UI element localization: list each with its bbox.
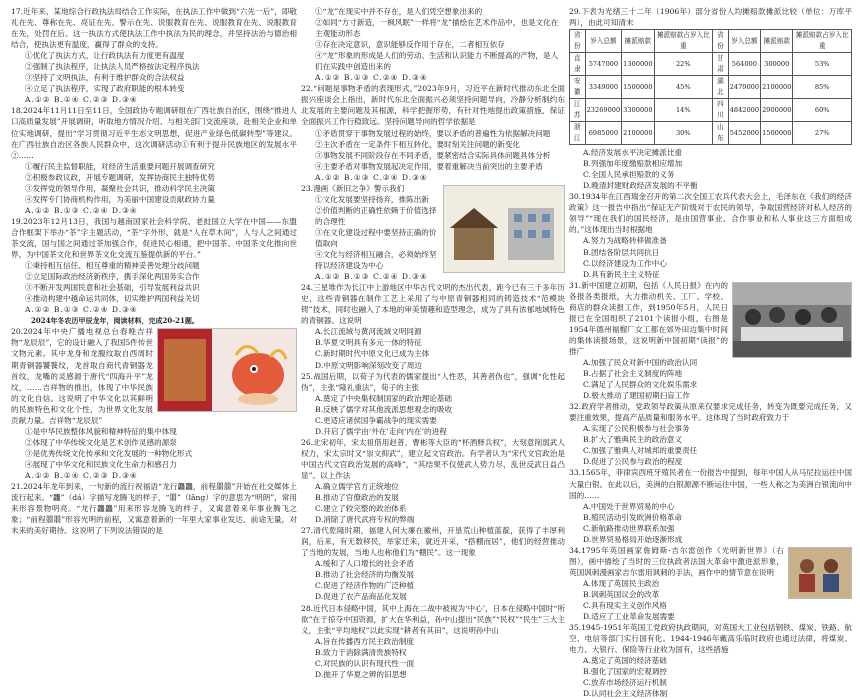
option: B.占据了社会主义制度的阵地 xyxy=(583,369,683,379)
table-cell: 浙江 xyxy=(570,122,586,145)
option: B.扩大了雅典民主的政治意义 xyxy=(583,435,683,445)
option: B.推动了社会经济的均衡发展 xyxy=(315,570,415,580)
option: A.长江流域与黄河流域文明同源 xyxy=(315,327,422,337)
table-header: 摊派赔款占岁入比重 xyxy=(654,30,713,53)
question-17-stem: 17.近年来，某地综合行政执法局结合工作实际，在执法工作中做到“六先一后”，即敬礼在先、尊称在先、亮证在先、警示在先、说服教育在先、说服教育在先、说服教育在先，处罚在后。这一执法方式使执法工作中执法为民的理念，并坚持法治与德治相结合，使执法更有温度，赢得了群众的支持。 xyxy=(11,7,297,50)
option: ③发挥党的领导作用，凝聚社会共识，推动科学民主决策 xyxy=(25,183,215,193)
question-32-stem: 32.政府学者推动，党政领导政策从原来仅要求完成任务，转变为既要完成任务，又要注重效果，提高产品质量和服务水平。这体现了当时政府致力于 xyxy=(569,402,852,423)
question-35-stem: 35.1945-1951年英国工党政府执政期间，对英国大工业包括钢铁、煤炭、铁路、航空、电信等部门实行国有化。1944-1946年戴高乐临时政府也通过法律，将煤炭、电力、大银行、保险等行业收为国有，这些措施 xyxy=(569,623,852,655)
column-2 xyxy=(301,6,565,680)
option: ①秉持相互信任、相互尊重的精神妥善处理分歧问题 xyxy=(25,261,200,271)
option: A.经济发展水平决定摊派比重 xyxy=(583,148,683,158)
question-28-stem: 28.近代日本侵略中国，其中上海在二战中被视为‘中心’，日本在侵略中国时“所欲”在于掠夺中国资源，扩大在华利益，孙中山提出“民族”“民权”“民生”三大主义，主张“平均地权”以此实现“耕者有其田”，这说明孙中山 xyxy=(301,603,565,635)
table-row xyxy=(570,53,852,76)
table-cell: 6985000 xyxy=(585,122,622,145)
question-18-stem: 18.2024年11月11日至11日，全国政协专题调研组在广西壮族自治区，围绕“推进人口高质量发展”开展调研，听取地方情况介绍、与相关部门交流座谈、赴相关企业和单位实地调研，提出“学习贯彻习近平生态文明思想，促进产业绿色低碳转型”等建议。在广西壮族自治区各族人民群众中，这次调研活动①有利于提升民族地区的发展水平②…… xyxy=(11,106,297,160)
table-cell: 30% xyxy=(654,122,713,145)
table-cell: 安徽 xyxy=(570,76,586,99)
answer-choices: A.①② B.①③ C.②④ D.③④ xyxy=(25,305,138,315)
option: A.缓和了人口增长的社会矛盾 xyxy=(315,559,415,569)
option: C.新时期时代中原文化已成为主体 xyxy=(315,349,430,359)
answer-choices: A.①② B.①③ C.②④ D.③④ xyxy=(315,73,428,83)
option: B.反映了儒学对其他流派思想观念的吸收 xyxy=(315,404,453,414)
column-3 xyxy=(569,6,852,699)
option: B.讽刺英国议会的改革 xyxy=(583,589,660,599)
option: ①是中华民族整体风貌和精神特征的集中体现 xyxy=(25,426,177,436)
question-29-stem: 29.下表为光绪三十二年（1906年）部分省份人均摊赔款摊派比较（单位：万库平两），由此可知清末 xyxy=(569,7,852,28)
option: D.晚清封建财政经济发展的不平衡 xyxy=(583,181,698,191)
table-row xyxy=(570,122,852,145)
option: ①矛盾贯穿于事物发展过程的始终，要以矛盾的普遍性为依据解决问题 xyxy=(315,128,551,138)
option: A.体现了英国民主政治 xyxy=(583,578,660,588)
question-34-stem: 34.1795年英国画家詹姆斯·吉尔雷创作《光明新世界》（右图），画中描绘了当时的三位执政者法国大革命中激进派形象，英国讽刺漫画家吉尔雷用讽刺的手法，画作中的情节意在说明 xyxy=(569,545,784,577)
option: ③是优秀传统文化传承和文化发展的一种物化形式 xyxy=(25,448,193,458)
option: C.加强了雅典人对城邦的重要责任 xyxy=(583,446,698,456)
question-25-stem: 25.战国后期，以荀子为代表的儒家提出“人性恶，其善者伪也”，强调“化性起伪”，主张“隆礼重法”，荀子的主张 xyxy=(301,371,565,392)
table-cell: 2479000 xyxy=(728,76,760,99)
table-header: 岁入总额 xyxy=(728,30,760,53)
table-header: 岁入总额 xyxy=(585,30,622,53)
option: D.具有新民主主义特征 xyxy=(583,269,660,279)
option: D.适应了工业革命发展需要 xyxy=(583,612,675,622)
table-cell: 2100000 xyxy=(761,76,793,99)
option: ②积极参政议政，开展专题调研，发挥协商民主独特优势 xyxy=(25,172,215,182)
table-cell: 23269000 xyxy=(585,99,622,122)
table-row xyxy=(570,76,852,99)
option: B.推动了官僚政治的发展 xyxy=(315,493,399,503)
answer-choices: A.①② B.①④ C.②③ D.③④ xyxy=(25,470,138,480)
option: ①履行民主监督职能，对经济生活重要问题开展调查研究 xyxy=(25,161,215,171)
option: A.努力为战略转移做准备 xyxy=(583,236,667,246)
table-cell: 14% xyxy=(654,99,713,122)
question-30-stem: 30.1934年在江西瑞金召开的第二次全国工农兵代表大会上，毛泽东在《我们的经济政策》这一报告中指出“保证无产阶级对于农民的领导，争取国营经济对私人经济的领导”“现在我们的国民经济，是由国营事业、合作事业和私人事业这三方面组成的。”这体现出当时根据地 xyxy=(569,192,852,235)
satire-painting xyxy=(788,547,852,599)
option: ④发挥专门协商机构作用，为美丽中国建设贡献政协力量 xyxy=(25,194,215,204)
option: D.中原文明影响深刻改变了周边 xyxy=(315,360,422,370)
option: A.加强了民众对新中国的政治认同 xyxy=(583,357,698,367)
table-header: 摊派赔款 xyxy=(622,30,654,53)
option: ②强制了执法程序，让执法人员严格按法定程序执法 xyxy=(25,62,200,72)
option: D.认同社会主义经济体制 xyxy=(583,689,668,699)
table-cell: 1300000 xyxy=(622,53,654,76)
question-19-stem: 19.2023年12月13日，我国与越南国家社会科学院、老挝国立大学在中国——东盟合作框架下举办“茶”字主题活动，“茶”字外形，就是“人在草木间”，人与人之间通过茶交流，国与国之间通过茶加强合作，促进民心相通，把中国茶、中国茶文化推向世界，为中国茶文化和世界茶文化交流互鉴提供新的平台。” xyxy=(11,216,297,260)
option: ④立足了执法程序，实现了政府职能的根本转变 xyxy=(25,84,185,94)
option: ③在文化建设过程中要坚持正确的价值取向 xyxy=(315,227,437,248)
option: ④展现了中华文化和民族文化生命力和感召力 xyxy=(25,459,177,469)
table-cell: 53% xyxy=(793,53,852,76)
option: ②如同“方寸新造，一枫风眠”一样将“龙”描绘在艺术作品中，也是文化在主观能动形态 xyxy=(315,18,559,39)
section-hint: 2024年冬农历甲辰龙年，阅读材料，完成20-21题。 xyxy=(31,316,199,326)
table-cell: 27% xyxy=(793,122,852,145)
table-header: 省份 xyxy=(713,30,729,53)
question-21-stem: 21.2024年龙年到来，一句新的流行祝福语“龙行龘龘，前程朤朤”开始在社交媒体上流行起来。“龘”（dá）字描写龙腾飞的样子，“朤”（lǎng）字的意思为“明朗”，常用来形容景物明亮。“龙行龘龘”用来形容龙腾飞的样子，又寓意着来年事业腾飞之象；“前程朤朤”形容光明的前程，又寓意着新的一年里大家事业发达、前途无量，对未来的美好期待。这说明了下列说法错误的是 xyxy=(11,482,297,536)
table-header: 省份 xyxy=(570,30,586,53)
option: ④“龙”形象的形成是人们的劳动、生活和认识能力不断提高的产物，是人们在实践中创造出来的 xyxy=(315,51,559,72)
table-cell: 564000 xyxy=(728,53,760,76)
option: ②立足国际政治经济新秩序，携手深化两国务实合作 xyxy=(25,272,200,282)
option: ③存在决定意识，意识能够反作用于存在，二者相互依存 xyxy=(315,40,505,50)
option: A.中国处于世界贸易的中心 xyxy=(583,501,675,511)
table-cell: 22% xyxy=(654,53,713,76)
option: B.团结各阶层共同抗日 xyxy=(583,247,660,257)
option: ①“龙”在现实中并不存在，是人们凭空想象出来的 xyxy=(315,7,483,16)
question-27-stem: 27.清代乾隆时期，福建人何大廉在徽州，开垦荒山种植蓝靛，获得了丰厚利润，后来，有无数移民，举家迁来，就近开采，“搭棚而居”，他们的经营推动了当地的发展，当地人也称他们为“棚民”。这一现象 xyxy=(301,526,565,558)
table-header: 摊派赔款 xyxy=(761,30,793,53)
option: ②价值判断的正确性依赖于价值选择的合理性 xyxy=(315,205,437,226)
option: A.确立儒学官方正统地位 xyxy=(315,482,399,492)
table-cell: 2100000 xyxy=(622,122,654,145)
option: B.列强加年度缴赔款相应增加 xyxy=(583,159,683,169)
option: C.以经济建设为工作中心 xyxy=(583,258,667,268)
option: A.实现了公民积极参与社会事务 xyxy=(583,424,690,434)
option: D.极大推动了建国初期扫盲工作 xyxy=(583,391,690,401)
option: A.旨在传播西方民主政治制度 xyxy=(315,636,415,646)
option: C.建立了较完整的政治体系 xyxy=(315,504,407,514)
table-cell: 5747000 xyxy=(585,53,622,76)
table-cell: 四川 xyxy=(713,99,729,122)
option: ②主次矛盾在一定条件下相互转化，要时刻关注问题的新变化 xyxy=(315,139,521,149)
option: D.开启了儒学由‘外在’走向‘内在’的进程 xyxy=(315,426,447,436)
question-23-stem: 23.漫画《新旧之争》警示我们 xyxy=(301,183,405,193)
table-row xyxy=(570,99,852,122)
question-26-stem: 26.北宋初年，宋太祖借用赵普、曹彬等大臣的“杯酒释兵权”，大刻意削弱武人权力，宋太宗时又“崇文抑武”，建立起文官政治。有学者认为“宋代文官政治是中国古代文官政治发展的高峰”，“其结果不仅使武人势力尽，乱世反武日益凸显”。以上作法 xyxy=(301,437,565,480)
table-cell: 85% xyxy=(793,76,852,99)
option: B.殖民活动引发欧洲价格革命 xyxy=(583,512,683,522)
question-33-stem: 33.1565年，菲律宾西班牙殖民者在一份报告中提到，每年中国人从马尼拉运往中国大量白银。在此以后，美洲的白银源源不断运往中国，一些人称之为美洲白银流向中国的…… xyxy=(569,468,852,500)
option: C.促进了经济作物的广泛种植 xyxy=(315,581,415,591)
option: ①优化了执法方式，让行政执法有力度更有温度 xyxy=(25,51,185,61)
table-cell: 甘肃 xyxy=(713,53,729,76)
option: C.更适应诸侯国争霸战争的现实需要 xyxy=(315,415,437,425)
option: ②体现了中华传统文化是艺术创作灵感的源泉 xyxy=(25,437,177,447)
option: ③事物发展不同阶段存在不同矛盾，要紧密结合实际具体问题具体分析 xyxy=(315,150,551,160)
table-cell: 4842000 xyxy=(728,99,760,122)
option: ④主要矛盾对事物发展起决定作用，要着重解决当前突出的主要矛盾 xyxy=(315,161,543,171)
option: D.抛开了华夏之辨的旧思想 xyxy=(315,669,407,679)
question-22-stem: 22.“问题是事物矛盾的表现形式。”2023年9月，习近平在新时代推动东北全面振兴座谈会上指出，新时代东北全面振兴必须坚持问题导向，冷静分析制约东北发展的主要问题及其根源，科学把握形势，有针对性地提出政策措施，保证全面振兴工作行稳致远。坚持问题导向的哲学依据是 xyxy=(301,84,565,127)
table-cell: 2900000 xyxy=(761,99,793,122)
table-cell: 江苏 xyxy=(570,99,586,122)
option: ③坚持了文明执法，有利于维护群众的合法权益 xyxy=(25,73,185,83)
option: B.华夏文明具有多元一体的特征 xyxy=(315,338,422,348)
answer-choices: A.①② B.①③ C.②④ D.③④ xyxy=(25,205,138,215)
question-31-stem: 31.新中国建立初期，包括《人民日报》在内的各报各类报纸，大力推动机关、工厂、学校、商店的群众读报工作，到1950年5月，人民日报已在全国组织了2101个读报小组，右图是1954年德州福榴厂女工都在郊外田边集中时间的集体读报场景，这说明新中国初期“读报”的推广 xyxy=(569,280,728,356)
answer-choices: A.①② B.①③ C.②④ D.③④ xyxy=(315,172,428,182)
table-cell: 300000 xyxy=(761,53,793,76)
cartoon-image xyxy=(443,185,565,273)
table-cell: 1500000 xyxy=(622,76,654,99)
option: D.促进了农产品商品化发展 xyxy=(315,592,407,602)
option: A.奠定了英国的经济基础 xyxy=(583,656,667,666)
answer-choices: A.①② B.①③ C.②④ D.③④ xyxy=(315,272,428,282)
option: C.具有现实主义创作风格 xyxy=(583,601,667,611)
table-cell: 山东 xyxy=(713,122,729,145)
table-cell: 1500000 xyxy=(761,122,793,145)
option: ③不断开发两国民意和社会基础，引导发展利益共识 xyxy=(25,283,200,293)
dragon-mascot-image xyxy=(157,328,297,412)
table-cell: 5452000 xyxy=(728,122,760,145)
table-cell: 3349000 xyxy=(585,76,622,99)
option: C.新航路推动世界联系加强 xyxy=(583,523,675,533)
column-1 xyxy=(11,6,297,536)
indemnity-table xyxy=(569,29,852,145)
table-cell: 45% xyxy=(654,76,713,99)
option: B.强化了国家的宏观调控 xyxy=(583,667,667,677)
table-cell: 湖北 xyxy=(713,76,729,99)
option: B.致力于消除满清贵族特权 xyxy=(315,647,407,657)
option: C.全国人民承担赔款的义务 xyxy=(583,170,675,180)
table-header-row xyxy=(570,30,852,53)
option: D.世界贸易格局开始逐渐形成 xyxy=(583,534,683,544)
table-cell: 3300000 xyxy=(622,99,654,122)
option: D.消除了唐代武将专权的弊端 xyxy=(315,515,415,525)
table-header: 摊派赔款占岁入比重 xyxy=(793,30,852,53)
option: C.满足了人民群众的文化娱乐需求 xyxy=(583,380,698,390)
option: D.促进了公民参与政治的程度 xyxy=(583,457,683,467)
option: ④文化与经济相互融合，必须始终坚持以经济建设为中心 xyxy=(315,250,437,271)
table-cell: 直隶 xyxy=(570,53,586,76)
table-cell: 60% xyxy=(793,99,852,122)
option: C.放弃市场经济运行机制 xyxy=(583,678,667,688)
option: C.对民族的认识有现代性一面 xyxy=(315,658,415,668)
answer-choices: A.①② B.①④ C.②③ D.③④ xyxy=(25,95,138,105)
reading-photo xyxy=(732,282,852,358)
option: ④推动构建中越命运共同体，切实维护两国利益关切 xyxy=(25,294,200,304)
option: ①文化发展要坚持扬弃，推陈出新 xyxy=(315,194,429,204)
question-24-stem: 24.三星堆作为长江中上游地区中华古代文明的杰出代表，距今已有三千多年历史，这些青铜器在制作工艺上采用了与中原青铜器相同的铸造技术“范模块铸”技术，同时也融入了本地的审美情趣和造型理念，成为了具有浓郁地域特色的青铜器。这说明 xyxy=(301,283,565,326)
question-20-stem: 20.2024年中央广播电视总台春晚吉祥物“龙辰辰”，它的设计融入了我国5件传世文物元素。其中龙身和龙腹纹取自西周时期青铜器饕餮纹，龙首取自商代青铜器龙首纹，龙嘴的灵感源于唐代“四海升平”龙纹，……吉祥物的推出，体现了中华民族的文化自信。这说明了中华文化以其鲜明的民族特色和文化个性，为世界文化发展贡献力量。吉祥物“龙辰辰” xyxy=(11,327,153,425)
option: A.奠定了中央集权制国家的政治理论基础 xyxy=(315,393,452,403)
